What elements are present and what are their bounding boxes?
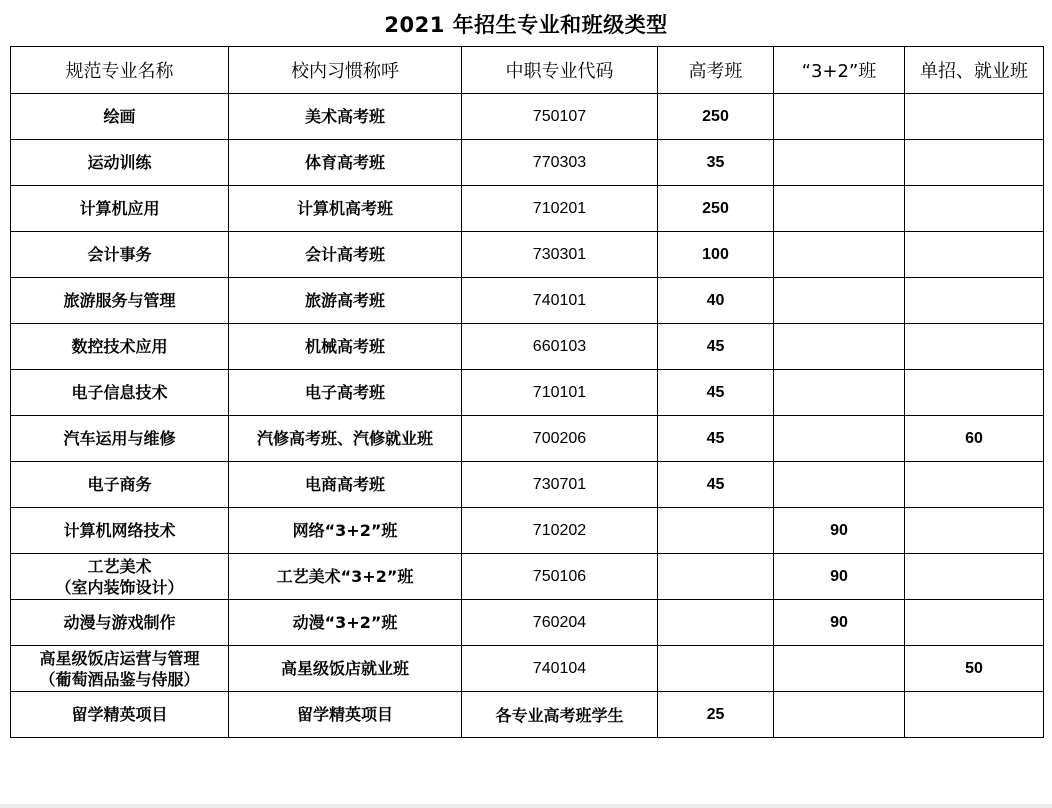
cell-3plus2-count: 90 [774,508,905,554]
cell-3plus2-count [774,278,905,324]
cell-gaokao-count [658,554,774,600]
cell-single-admission-count [905,554,1044,600]
cell-gaokao-count: 45 [658,462,774,508]
cell-3plus2-count [774,692,905,738]
cell-standard-name [11,416,229,462]
cell-major-code: 760204 [462,600,658,646]
cell-3plus2-count [774,370,905,416]
table-row [11,186,1044,232]
cell-3plus2-count [774,462,905,508]
cell-gaokao-count: 250 [658,186,774,232]
cell-single-admission-count [905,600,1044,646]
cell-3plus2-count [774,94,905,140]
cell-internal-name: 汽修高考班、汽修就业班 [229,416,462,462]
standard-name-line: 计算机网络技术 [63,521,176,540]
cell-standard-name [11,692,229,738]
standard-name-line: 数控技术应用 [71,337,168,356]
cell-major-code: 740104 [462,646,658,692]
table-row [11,94,1044,140]
cell-gaokao-count: 45 [658,370,774,416]
cell-gaokao-count: 40 [658,278,774,324]
header-standard-name: 规范专业名称 [11,47,229,94]
cell-gaokao-count: 45 [658,416,774,462]
cell-internal-name: 高星级饭店就业班 [229,646,462,692]
standard-name-line: 汽车运用与维修 [63,429,176,448]
standard-name-line: 旅游服务与管理 [63,291,176,310]
cell-standard-name [11,462,229,508]
cell-major-code: 710201 [462,186,658,232]
cell-gaokao-count: 250 [658,94,774,140]
standard-name-line: 会计事务 [87,245,152,264]
cell-standard-name [11,140,229,186]
standard-name-line: 留学精英项目 [71,705,168,724]
standard-name-line: 运动训练 [87,153,152,172]
header-3plus2-class: “3+2”班 [774,47,905,94]
cell-single-admission-count [905,370,1044,416]
document-title: 2021 年招生专业和班级类型 [384,13,668,37]
cell-standard-name [11,94,229,140]
standard-name-line: 工艺美术 [87,556,152,576]
cell-standard-name [11,186,229,232]
cell-major-code: 730301 [462,232,658,278]
cell-internal-name: 计算机高考班 [229,186,462,232]
table-row [11,646,1044,692]
cell-major-code: 740101 [462,278,658,324]
cell-standard-name [11,324,229,370]
cell-3plus2-count [774,646,905,692]
table-row [11,324,1044,370]
cell-standard-name [11,600,229,646]
header-single-admission-class: 单招、就业班 [905,47,1044,94]
cell-standard-name [11,554,229,600]
standard-name-line: 电子信息技术 [71,383,168,402]
cell-gaokao-count: 35 [658,140,774,186]
cell-internal-name: 电商高考班 [229,462,462,508]
cell-3plus2-count [774,324,905,370]
cell-major-code: 各专业高考班学生 [462,692,658,738]
cell-internal-name: 留学精英项目 [229,692,462,738]
table-row [11,232,1044,278]
cell-gaokao-count [658,508,774,554]
cell-internal-name: 动漫“3+2”班 [229,600,462,646]
table-row [11,462,1044,508]
cell-3plus2-count: 90 [774,554,905,600]
cell-internal-name: 旅游高考班 [229,278,462,324]
table-row [11,416,1044,462]
cell-standard-name [11,508,229,554]
cell-major-code: 770303 [462,140,658,186]
cell-single-admission-count [905,232,1044,278]
cell-major-code: 750106 [462,554,658,600]
cell-standard-name [11,232,229,278]
cell-major-code: 750107 [462,94,658,140]
table-row [11,370,1044,416]
standard-name-line: 绘画 [103,107,136,126]
header-major-code: 中职专业代码 [462,47,658,94]
cell-single-admission-count [905,94,1044,140]
cell-3plus2-count [774,416,905,462]
standard-name-line: 计算机应用 [79,199,160,218]
cell-gaokao-count [658,600,774,646]
page-bottom-edge [0,804,1052,808]
cell-internal-name: 电子高考班 [229,370,462,416]
cell-single-admission-count [905,324,1044,370]
cell-3plus2-count: 90 [774,600,905,646]
cell-gaokao-count: 25 [658,692,774,738]
cell-standard-name [11,370,229,416]
standard-name-line: 电子商务 [87,475,152,494]
cell-standard-name [11,278,229,324]
header-gaokao-class: 高考班 [658,47,774,94]
cell-single-admission-count [905,186,1044,232]
cell-single-admission-count [905,508,1044,554]
cell-internal-name: 网络“3+2”班 [229,508,462,554]
cell-single-admission-count [905,278,1044,324]
table-row [11,140,1044,186]
cell-3plus2-count [774,232,905,278]
cell-gaokao-count [658,646,774,692]
table-row [11,554,1044,600]
table-row [11,278,1044,324]
enrollment-table [10,46,1044,738]
cell-gaokao-count: 45 [658,324,774,370]
cell-internal-name: 美术高考班 [229,94,462,140]
cell-major-code: 710202 [462,508,658,554]
table-row [11,692,1044,738]
cell-major-code: 710101 [462,370,658,416]
standard-name-line: （葡萄酒品鉴与侍服） [39,669,200,689]
cell-internal-name: 会计高考班 [229,232,462,278]
table-header-row [11,47,1044,94]
table-row [11,508,1044,554]
cell-internal-name: 机械高考班 [229,324,462,370]
cell-single-admission-count [905,692,1044,738]
standard-name-line: 动漫与游戏制作 [63,613,176,632]
standard-name-line: （室内装饰设计） [55,577,184,597]
standard-name-line: 高星级饭店运营与管理 [39,648,200,668]
cell-major-code: 730701 [462,462,658,508]
cell-single-admission-count: 50 [905,646,1044,692]
cell-single-admission-count [905,140,1044,186]
cell-3plus2-count [774,140,905,186]
cell-single-admission-count: 60 [905,416,1044,462]
header-internal-name: 校内习惯称呼 [229,47,462,94]
cell-single-admission-count [905,462,1044,508]
cell-standard-name [11,646,229,692]
cell-internal-name: 工艺美术“3+2”班 [229,554,462,600]
cell-gaokao-count: 100 [658,232,774,278]
cell-3plus2-count [774,186,905,232]
table-row [11,600,1044,646]
cell-major-code: 660103 [462,324,658,370]
cell-major-code: 700206 [462,416,658,462]
cell-internal-name: 体育高考班 [229,140,462,186]
